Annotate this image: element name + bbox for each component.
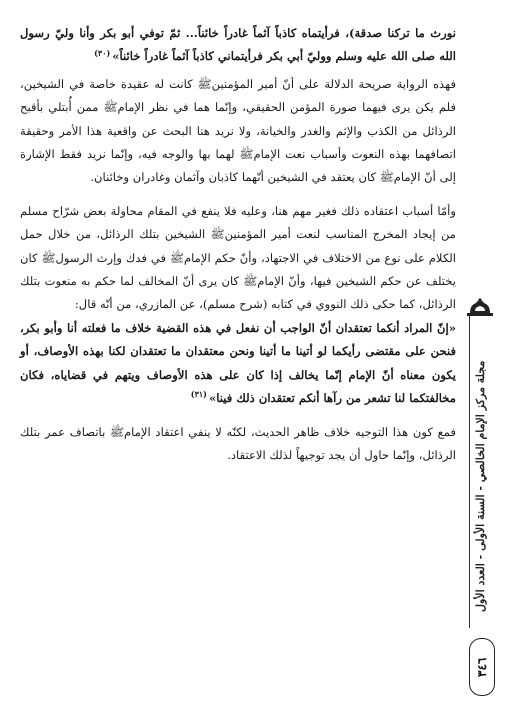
- hadith-quote-text: نورث ما تركنا صدقة)، فرأيتماه كاذباً آثماً غادراً خائناً... ثمّ توفي أبو بكر وأنا وليّ رسول الله صلى الله عليه وسلم ووليّ أبي بكر فرأيتماني كاذباً آثماً غادراً خائناً»: [20, 26, 456, 64]
- hadith-quote-end: [20, 22, 456, 69]
- mazari-quote-text: «إنّ المراد أنكما تعتقدان أنّ الواجب أن نفعل في هذه القضية خلاف ما فعلته أنا وأبو بكر، فنحن على مقتضى رأيكما لو أتينا ما أتينا ونحن معتقدان ما تعتقدان لكنا بهذه الأوصاف، أو يكون معناه أنّ الإمام إنّما يخالف إذا كان على هذه الأوصاف ويتهم في قضاياه، فكان مخالفتكما لنا تشعر من رآها أنكم تعتقدان ذلك فينا»: [20, 320, 456, 406]
- analysis-paragraph: فهذه الرواية صريحة الدلالة على أنّ أمير المؤمنينﷺ كانت له عقيدة خاصة في الشيخين، فلم يكن يرى فيهما صورة المؤمن الحقيقي، وإنّما هما في نظر الإمامﷺ ممن أُبتلي بأقبح الرذائل من الكذب والإثم والغدر والخيانة، ولا نريد هنا البحث عن واقعية هذا الأمر وحقيقة اتصافهما بهذه النعوت وأسباب نعت الإمامﷺ لهما بها والوجه فيه، وإنّما نريد فقط الإشارة إلى أنّ الإمامﷺ كان يعتقد في الشيخين أنّهما كاذبان وآثمان وغادران وخائنان.: [20, 76, 456, 185]
- page-number: ٣٤٦: [469, 638, 495, 696]
- journal-logo-icon: [465, 296, 495, 318]
- footnote-marker: (٣١): [190, 389, 207, 400]
- footnote-marker: (٣٠): [94, 47, 111, 58]
- journal-title: مجلة مركز الإمام الخالصي - السنة الأولى - العدد الأول: [474, 360, 487, 612]
- mazari-quote: [20, 317, 456, 411]
- margin-divider: [469, 316, 470, 628]
- conclusion-paragraph: فمع كون هذا التوجيه خلاف ظاهر الحديث، لكنّه لا ينفي اعتقاد الإمامﷺ باتصاف عمر بتلك الرذائل، وإنّما حاول أن يجد توجيهاً لذلك الاعتقاد.: [20, 424, 456, 462]
- discussion-paragraph: وأمّا أسباب اعتقاده ذلك فغير مهم هنا، وعليه فلا ينفع في المقام محاولة بعض شرّاح مسلم من إيجاد المخرج المناسب لنعت أمير المؤمنينﷺ الشيخين بتلك الرذائل، من خلال حمل الكلام على نوع من الاختلاف في الاجتهاد، وأنّ حكم الإمامﷺ في فدك وإرث الرسولﷺ كان يختلف عن حكم الشيخين فيها، وأنّ الإمامﷺ كان يرى أنّ المخالف لما حكم به منعوت بتلك الرذائل، كما حكى ذلك النووي في كتابه (شرح مسلم)، عن المازري، من أنّه قال:: [20, 203, 456, 312]
- journal-margin: [465, 296, 499, 702]
- page-body: [20, 22, 456, 467]
